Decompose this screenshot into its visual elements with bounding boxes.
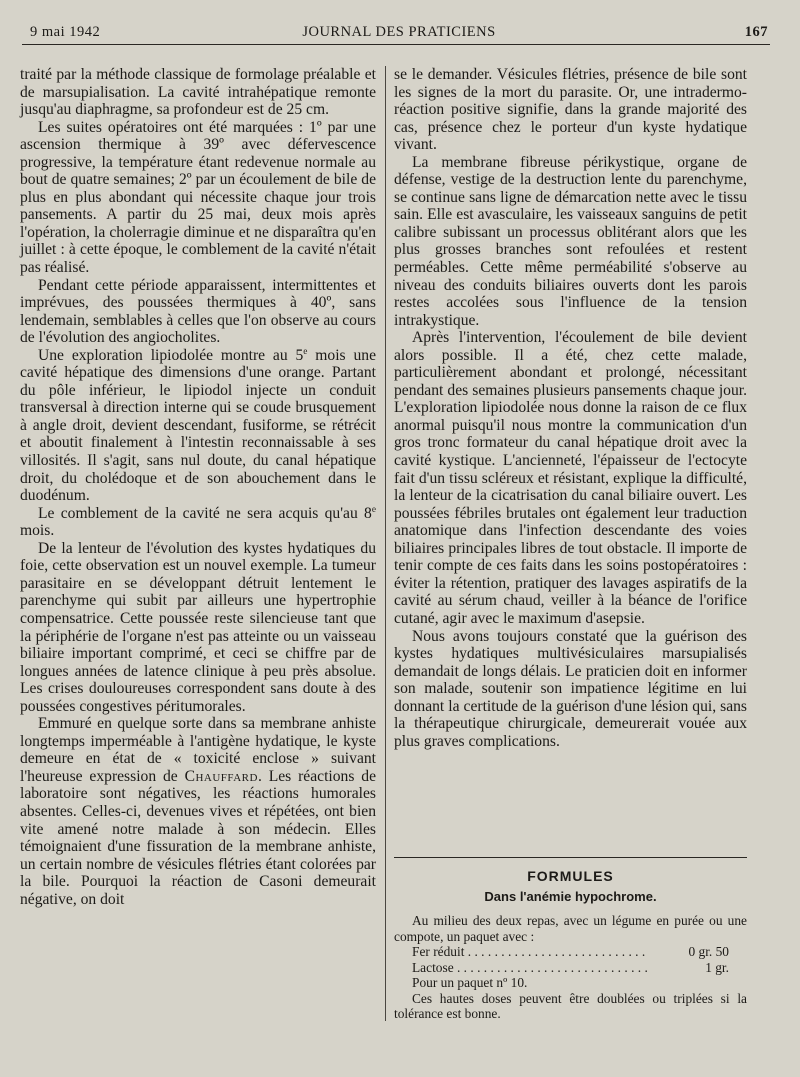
paragraph (20, 715, 376, 908)
column-divider (385, 66, 386, 1021)
formules-title: FORMULES (527, 868, 614, 884)
formules-subtitle: Dans l'anémie hypochrome. (484, 889, 657, 904)
paragraph: Les suites opératoires ont été marquées : 1º par une ascension thermique à 39º avec défervescence progressive, la température étant redevenue normale au bout de quatre semaines; 2º par un écoulement de bile de plus en plus abondant qui nécessite chaque jour trois pansements. A partir du 25 mai, deux mois après l'opération, la cholerragie diminue et ne disparaîtra qu'en juillet : à cette époque, le comblement de la cavité n'était pas réalisé. (20, 118, 376, 277)
formules-note: Ces hautes doses peuvent être doublées ou triplées si la tolérance est bonne. (394, 990, 747, 1021)
formules-intro: Au milieu des deux repas, avec un légume en purée ou une compote, un paquet avec : (394, 913, 747, 944)
formules-box (394, 868, 747, 1022)
journal-title: JOURNAL DES PRATICIENS (302, 24, 496, 40)
paragraph: traité par la méthode classique de formolage préalable et de marsupialisation. La cavité intrahépatique remonte jusqu'au diaphragme, sa profondeur est de 25 cm. (20, 66, 376, 119)
formules-rule (394, 857, 747, 858)
ingredient-qty: 1 gr. (705, 959, 729, 975)
superscript: e (303, 346, 308, 357)
ingredient-name: Lactose . . . (412, 960, 649, 976)
paragraph: se le demander. Vésicules flétries, présence de bile sont les signes de la mort du parasite. Or, une intradermo-réaction positive signifie, dans la grande majorité des cas, présence chez le porteur d'un kyste hydatique vivant. (394, 66, 747, 154)
paragraph: Pendant cette période apparaissent, intermittentes et imprévues, des poussées thermiques à 40º, sans lendemain, semblables à celles que l'on observe au cours de l'évolution des angiocholites. (20, 276, 376, 347)
text-run: Le comblement de la cavité ne sera acquis qu'au 8 (38, 504, 372, 522)
ingredient-row (394, 944, 747, 960)
header-rule (22, 44, 770, 45)
formules-body (394, 913, 747, 1022)
text-run: Emmuré en quelque sorte dans sa membrane anhiste longtemps imperméable à l'antigène hydatique, le kyste demeure en état de « toxicité enclose » suivant l'heureuse expression de (20, 715, 376, 785)
formules-for-line: Pour un paquet nº 10. (412, 975, 528, 990)
header-date: 9 mai 1942 (30, 24, 101, 40)
paragraph (20, 347, 376, 505)
left-column (20, 66, 376, 908)
ingredient-row (394, 960, 747, 976)
paragraph (20, 505, 376, 540)
superscript: e (371, 504, 376, 515)
paragraph: De la lenteur de l'évolution des kystes hydatiques du foie, cette observation est un nouvel exemple. La tumeur parasitaire en se développant détruit lentement le parenchyme qui subit par ailleurs une hypertrophie compensatrice. Cette poussée reste silencieuse tant que la périphérie de l'organe n'est pas atteinte ou un vaisseau biliaire important comprimé, et ceci se chiffre par de longues années de latence clinique à peu près absolue. Les crises douloureuses correspondent sans doute à des poussées congestives péritumorales. (20, 539, 376, 715)
paragraph: Après l'intervention, l'écoulement de bile devient alors possible. Il a été, chez cette malade, particulièrement abondant et prolongé, nécessitant pendant des semaines plusieurs pansements chaque jour. L'exploration lipiodolée nous donne la raison de ce flux anormal puisqu'il nous montre la communication d'un gros tronc formateur du canal hépatique droit avec la cavité kystique. L'ancienneté, l'épaisseur de l'ectocyte fait d'un tissu scléreux et résistant, explique la difficulté, la lenteur de la cicatrisation du canal biliaire ouvert. Les poussées fébriles brutales ont également leur traduction anatomique dans l'infection descendante des voies biliaires principales libres de tout obstacle. Il importe de tenir compte de ces faits dans les soins postopératoires : éviter la rétention, pratiquer des lavages aspiratifs de la cavité au sérum chaud, veiller à la béance de l'orifice cutané, agir avec le maximum d'asepsie. (394, 329, 747, 627)
text-run: mois une cavité hépatique des dimensions d'une orange. Partant du pôle inférieur, le lipiodol injecte un conduit transversal à direction interne qui se coude brusquement à angle droit, devient descendant, fusiforme, se rétrécit et aboutit finalement à l'intestin reconnaissable à ses villosités. Il s'agit, sans nul doute, du canal hépatique droit, du cholédoque et de son abouchement dans le duodénum. (20, 346, 376, 505)
paragraph: Nous avons toujours constaté que la guérison des kystes hydatiques multivésiculaires marsupialisés demandait de longs délais. Le praticien doit en informer son malade, soutenir son impatience légitime en lui donnant la certitude de la guérison d'une lésion qui, sans la thérapeutique chirurgicale, demeurerait vouée aux plus graves complications. (394, 627, 747, 750)
text-run: mois. (20, 522, 55, 540)
right-column (394, 66, 747, 750)
page-number: 167 (744, 24, 768, 40)
text-run: Une exploration lipiodolée montre au 5 (38, 346, 304, 364)
text-run: . Les réactions de laboratoire sont négatives, les réactions humorales absentes. Celles-ci, devenues vives et répétées, ont bien vite amené notre malade à son médecin. Elles témoignaient d'une fissuration de la membrane anhiste, un certain nombre de vésicules flétries étant colorées par la bile. Pourquoi la réaction de Casoni demeurait négative, on doit (20, 767, 376, 908)
paragraph: La membrane fibreuse périkystique, organe de défense, vestige de la destruction lente du parenchyme, se continue sans ligne de démarcation nette avec le tissu sain. Elle est avasculaire, les vaisseaux sanguins de petit calibre subissant un processus oblitérant alors que les plus grosses branches sont refoulées et restent perméables. Cette même perméabilité s'observe au niveau des conduits biliaires ouverts dont les parois restes accolées sous l'influence de la tension intrakystique. (394, 153, 747, 329)
ingredient-qty: 0 gr. 50 (688, 944, 729, 959)
ingredient-name: Fer réduit . . . (412, 944, 649, 960)
author-name: Chauffard (184, 767, 258, 785)
